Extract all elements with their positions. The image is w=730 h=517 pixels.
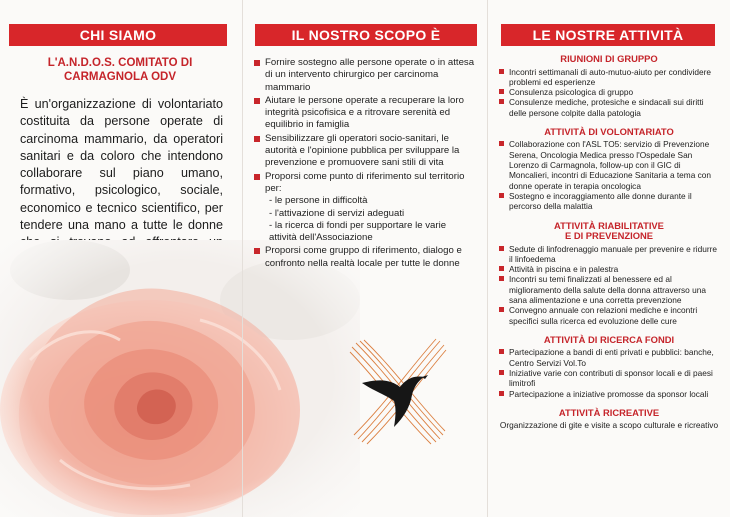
list-item: Iniziative varie con contributi di sponsor locali e di paesi limitrofi bbox=[498, 368, 720, 389]
list-item: Partecipazione a bandi di enti privati e pubblici: banche, Centro Servizi Vol.To bbox=[498, 347, 720, 368]
square-bullet-icon bbox=[499, 69, 504, 74]
square-bullet-icon bbox=[254, 174, 260, 180]
association-name bbox=[20, 56, 220, 84]
section-list bbox=[498, 67, 720, 118]
sub-item: - le persone in difficoltà bbox=[269, 195, 368, 207]
square-bullet-icon bbox=[499, 349, 504, 354]
column-attivita bbox=[487, 0, 730, 517]
list-item: Collaborazione con l'ASL TO5: servizio di Prevenzione Serena, Oncologia Medica presso l'Ospedale San Lorenzo di Carmagnola, follow-up con il GIC di Moncalieri, incontri di Educazione Sanitaria a tema con donne operate in terapia oncologica bbox=[498, 139, 720, 190]
list-item: Attività in piscina e in palestra bbox=[498, 264, 720, 274]
square-bullet-icon bbox=[499, 370, 504, 375]
list-item: Proporsi come punto di riferimento sul territorio per: - le persone in difficoltà - l'attivazione di servizi adeguati - la ricerca di fondi per supportare le varie attività dell'Associazione bbox=[253, 171, 475, 245]
section-text: Organizzazione di gite e visite a scopo culturale e ricreativo bbox=[499, 420, 719, 431]
intro-paragraph: È un'organizzazione di volontariato costituita da persone operate di carcinoma mammario, da operatori sanitari e da coloro che intendono collaborare sul piano umano, formativo, psicologico, sociale, economico e tecnico scientifico, per tendere una mano a tutte le donne bbox=[20, 97, 223, 233]
list-item: Sedute di linfodrenaggio manuale per prevenire e ridurre il linfoedema bbox=[498, 244, 720, 265]
list-item: Aiutare le persone operate a recuperare la loro integrità psicofisica e a ritrovare serenità ed equilibrio in famiglia bbox=[253, 95, 475, 132]
list-item: Proporsi come gruppo di riferimento, dialogo e confronto nella realtà locale per tutte le donne bbox=[253, 245, 475, 270]
section-title: ATTIVITÀ RIABILITATIVE E DI PREVENZIONE bbox=[554, 219, 664, 242]
association-name-line1: L'A.N.D.O.S. COMITATO DI bbox=[47, 57, 193, 69]
list-item: Consulenza psicologica di gruppo bbox=[498, 87, 720, 97]
section-list bbox=[498, 139, 720, 211]
scopo-list bbox=[253, 57, 475, 271]
list-item: Sensibilizzare gli operatori socio-sanitari, le autorità e l'opinione pubblica per sviluppare la prevenzione e promuovere sani stili di vita bbox=[253, 133, 475, 170]
section-title: ATTIVITÀ DI VOLONTARIATO bbox=[544, 125, 674, 137]
column-scopo bbox=[242, 0, 487, 517]
swallow-logo-icon bbox=[348, 335, 448, 445]
square-bullet-icon bbox=[499, 141, 504, 146]
banner-chi-siamo: CHI SIAMO bbox=[9, 24, 227, 46]
square-bullet-icon bbox=[499, 193, 504, 198]
association-name-line2: CARMAGNOLA ODV bbox=[63, 71, 176, 83]
list-item: Convegno annuale con relazioni mediche e incontri specifici sulla ricerca ed evoluzione delle cure bbox=[498, 305, 720, 326]
square-bullet-icon bbox=[254, 98, 260, 104]
square-bullet-icon bbox=[499, 276, 504, 281]
section-title: ATTIVITÀ RICREATIVE bbox=[558, 406, 660, 418]
list-item: Sostegno e incoraggiamento alle donne durante il percorso della malattia bbox=[498, 191, 720, 212]
square-bullet-icon bbox=[499, 246, 504, 251]
sub-item: - l'attivazione di servizi adeguati bbox=[269, 207, 405, 219]
section-title: ATTIVITÀ DI RICERCA FONDI bbox=[543, 333, 675, 345]
square-bullet-icon bbox=[499, 89, 504, 94]
list-item: Incontri settimanali di auto-mutuo-aiuto per condividere problemi ed esperienze bbox=[498, 67, 720, 88]
sub-item: - la ricerca di fondi per supportare le varie attività dell'Associazione bbox=[269, 219, 447, 244]
section-list bbox=[498, 347, 720, 398]
section-list bbox=[498, 244, 720, 326]
square-bullet-icon bbox=[499, 99, 504, 104]
square-bullet-icon bbox=[254, 248, 260, 254]
list-item: Incontri su temi finalizzati al benessere ed al miglioramento della salute della donna attraverso una sana alimentazione e una corretta prevenzione bbox=[498, 274, 720, 305]
square-bullet-icon bbox=[499, 266, 504, 271]
square-bullet-icon bbox=[254, 136, 260, 142]
list-item: Fornire sostegno alle persone operate o in attesa di un intervento chirurgico per carcinoma mammario bbox=[253, 57, 475, 94]
banner-scopo: IL NOSTRO SCOPO È bbox=[255, 24, 477, 46]
banner-attivita: LE NOSTRE ATTIVITÀ bbox=[501, 24, 715, 46]
square-bullet-icon bbox=[254, 60, 260, 66]
square-bullet-icon bbox=[499, 307, 504, 312]
square-bullet-icon bbox=[499, 391, 504, 396]
activities bbox=[498, 54, 720, 431]
list-item: Partecipazione a iniziative promosse da sponsor locali bbox=[498, 389, 720, 399]
section-title: RIUNIONI DI GRUPPO bbox=[560, 53, 658, 64]
list-item: Consulenze mediche, protesiche e sindacali sui diritti delle persone colpite dalla patologia bbox=[498, 97, 720, 118]
